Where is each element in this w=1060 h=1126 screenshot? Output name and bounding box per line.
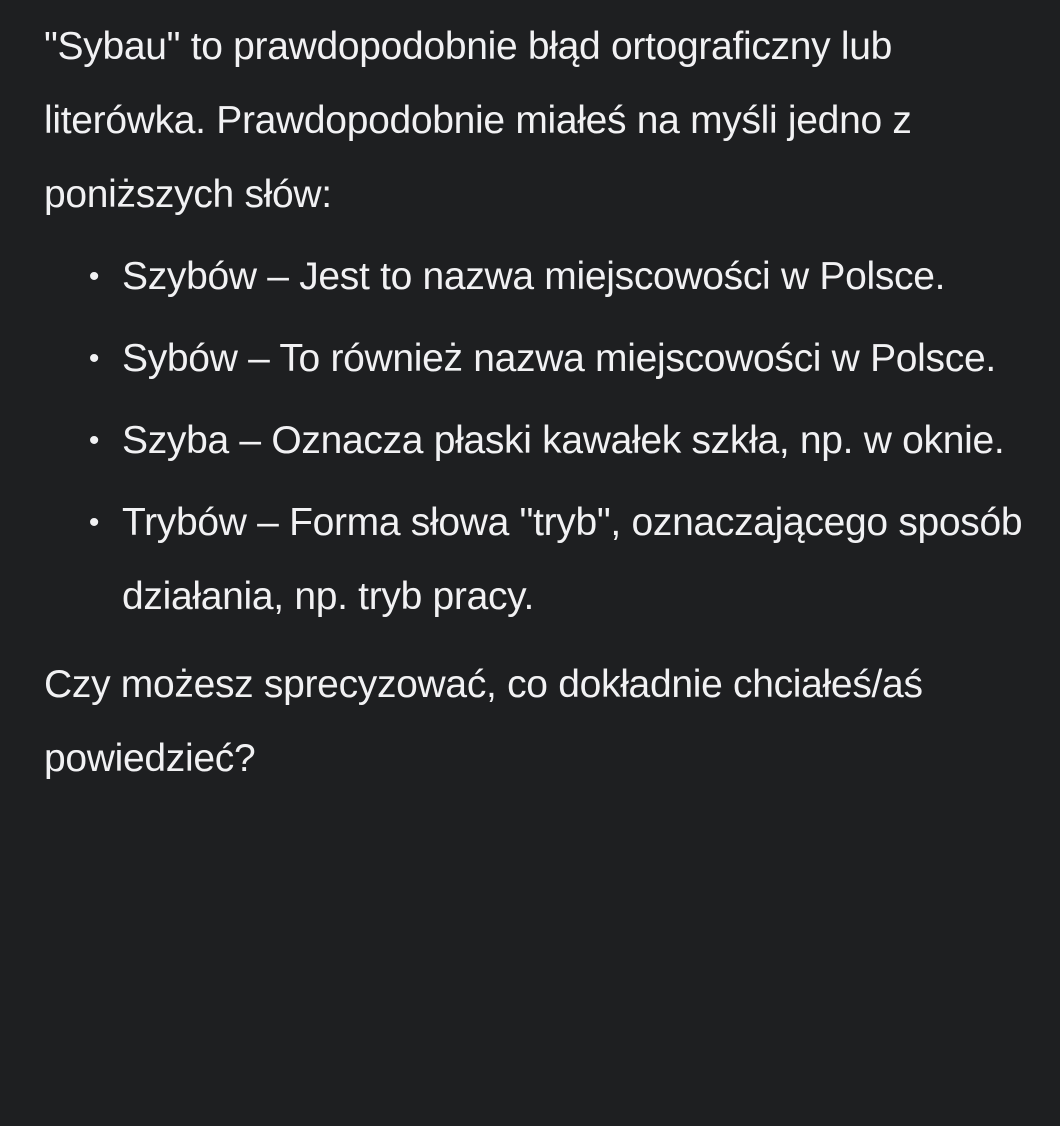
suggestion-text: Sybów – To również nazwa miejscowości w Polsce. <box>122 337 996 380</box>
suggestion-text: Szyba – Oznacza płaski kawałek szkła, np. w oknie. <box>122 419 1005 462</box>
bullet-icon: • <box>88 506 100 539</box>
bullet-icon: • <box>88 342 100 375</box>
bullet-icon: • <box>88 424 100 457</box>
list-item <box>44 240 1034 314</box>
closing-paragraph: Czy możesz sprecyzować, co dokładnie chciałeś/aś powiedzieć? <box>44 663 923 780</box>
list-item <box>44 322 1034 396</box>
bullet-icon: • <box>88 260 100 293</box>
suggestion-text: Trybów – Forma słowa "tryb", oznaczającego sposób działania, np. tryb pracy. <box>122 501 1023 618</box>
assistant-response <box>44 0 1034 796</box>
list-item <box>44 486 1034 634</box>
list-item <box>44 404 1034 478</box>
suggestion-text: Szybów – Jest to nazwa miejscowości w Polsce. <box>122 255 946 298</box>
suggestion-list <box>44 240 1034 634</box>
intro-paragraph: "Sybau" to prawdopodobnie błąd ortograficzny lub literówka. Prawdopodobnie miałeś na myśli jedno z poniższych słów: <box>44 25 912 216</box>
